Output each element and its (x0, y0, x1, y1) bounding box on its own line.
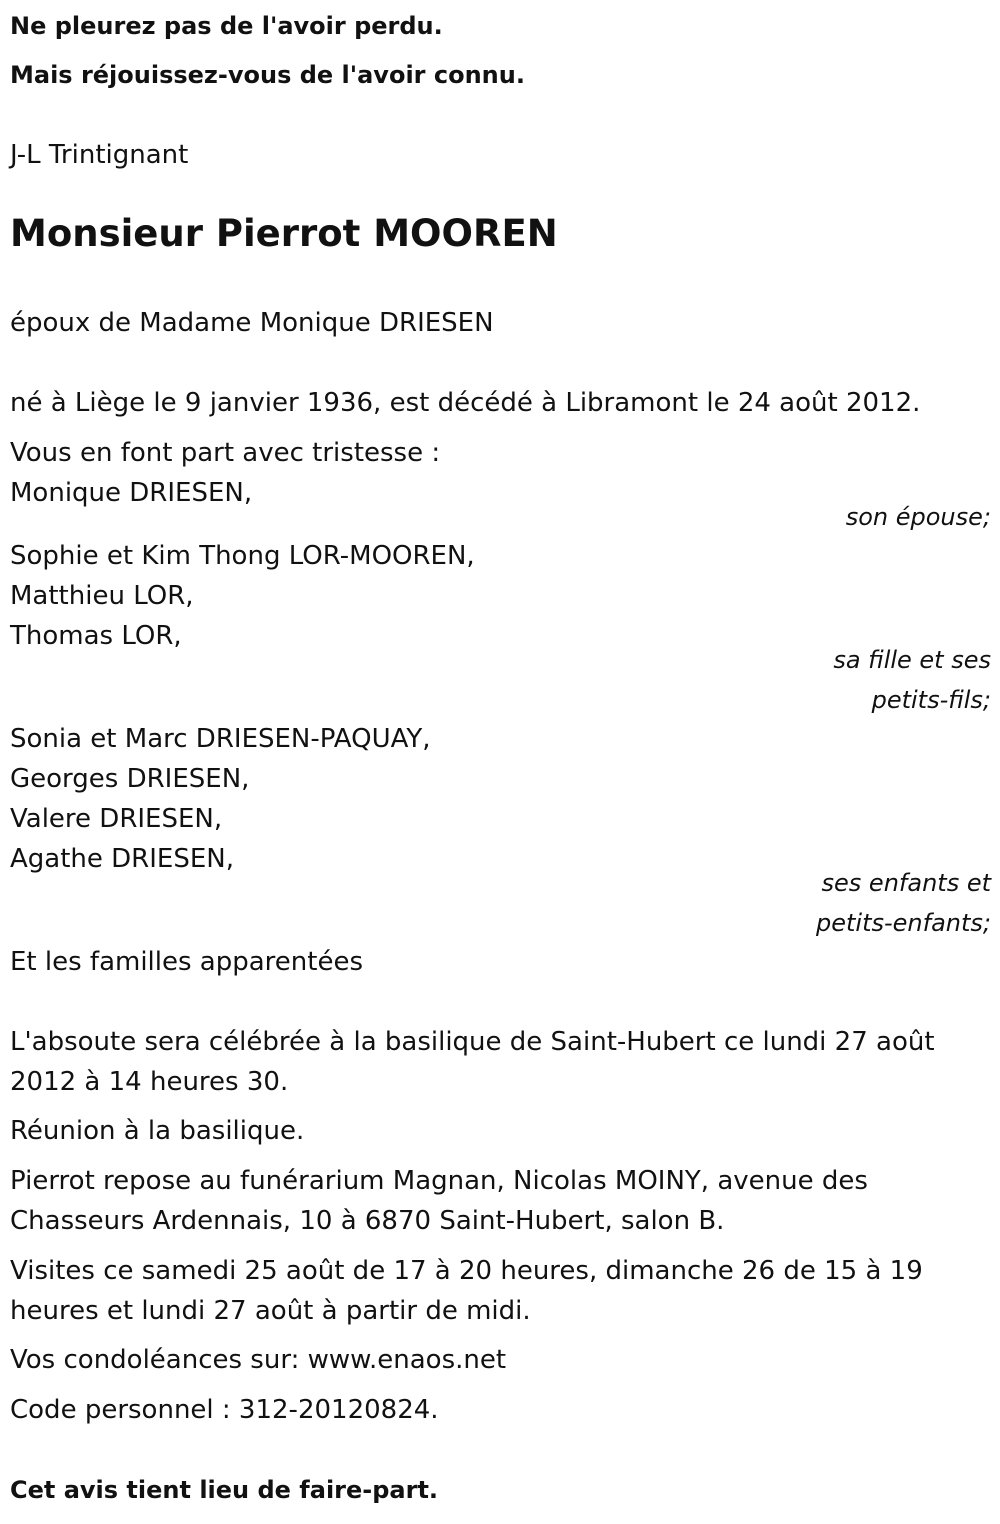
family-relation: ses enfants et (821, 869, 991, 897)
absoute-line-2: 2012 à 14 heures 30. (10, 1067, 289, 1097)
family-member: Sophie et Kim Thong LOR-MOOREN, (10, 541, 475, 571)
family-member: Agathe DRIESEN, (10, 844, 234, 874)
rest-line-1: Pierrot repose au funérarium Magnan, Nicolas MOINY, avenue des (10, 1166, 868, 1196)
family-member: Monique DRIESEN, (10, 478, 253, 508)
quote-line-2: Mais réjouissez-vous de l'avoir connu. (10, 61, 525, 89)
quote-line-1: Ne pleurez pas de l'avoir perdu. (10, 12, 443, 40)
closing-statement: Cet avis tient lieu de faire-part. (10, 1476, 439, 1504)
family-member: Georges DRIESEN, (10, 764, 250, 794)
family-member: Sonia et Marc DRIESEN-PAQUAY, (10, 724, 431, 754)
families-line: Et les familles apparentées (10, 947, 364, 977)
meeting-line: Réunion à la basilique. (10, 1116, 305, 1146)
rest-line-2: Chasseurs Ardennais, 10 à 6870 Saint-Hubert, salon B. (10, 1206, 725, 1236)
absoute-line-1: L'absoute sera célébrée à la basilique de Saint-Hubert ce lundi 27 août (10, 1027, 935, 1057)
visits-line-1: Visites ce samedi 25 août de 17 à 20 heures, dimanche 26 de 15 à 19 (10, 1256, 923, 1286)
family-relation: petits-enfants; (816, 909, 991, 937)
deceased-name: Monsieur Pierrot MOOREN (10, 212, 558, 255)
family-relation: petits-fils; (871, 686, 991, 714)
family-relation: son épouse; (845, 503, 991, 531)
condolences-line: Vos condoléances sur: www.enaos.net (10, 1345, 507, 1375)
visits-line-2: heures et lundi 27 août à partir de midi. (10, 1296, 531, 1326)
family-member: Thomas LOR, (10, 621, 182, 651)
family-relation: sa fille et ses (833, 646, 991, 674)
spouse-line: époux de Madame Monique DRIESEN (10, 308, 494, 338)
family-member: Matthieu LOR, (10, 581, 194, 611)
announcement-intro: Vous en font part avec tristesse : (10, 438, 441, 468)
quote-author: J-L Trintignant (10, 140, 189, 170)
family-member: Valere DRIESEN, (10, 804, 223, 834)
birth-death-line: né à Liège le 9 janvier 1936, est décédé à Libramont le 24 août 2012. (10, 388, 921, 418)
personal-code-line: Code personnel : 312-20120824. (10, 1395, 439, 1425)
